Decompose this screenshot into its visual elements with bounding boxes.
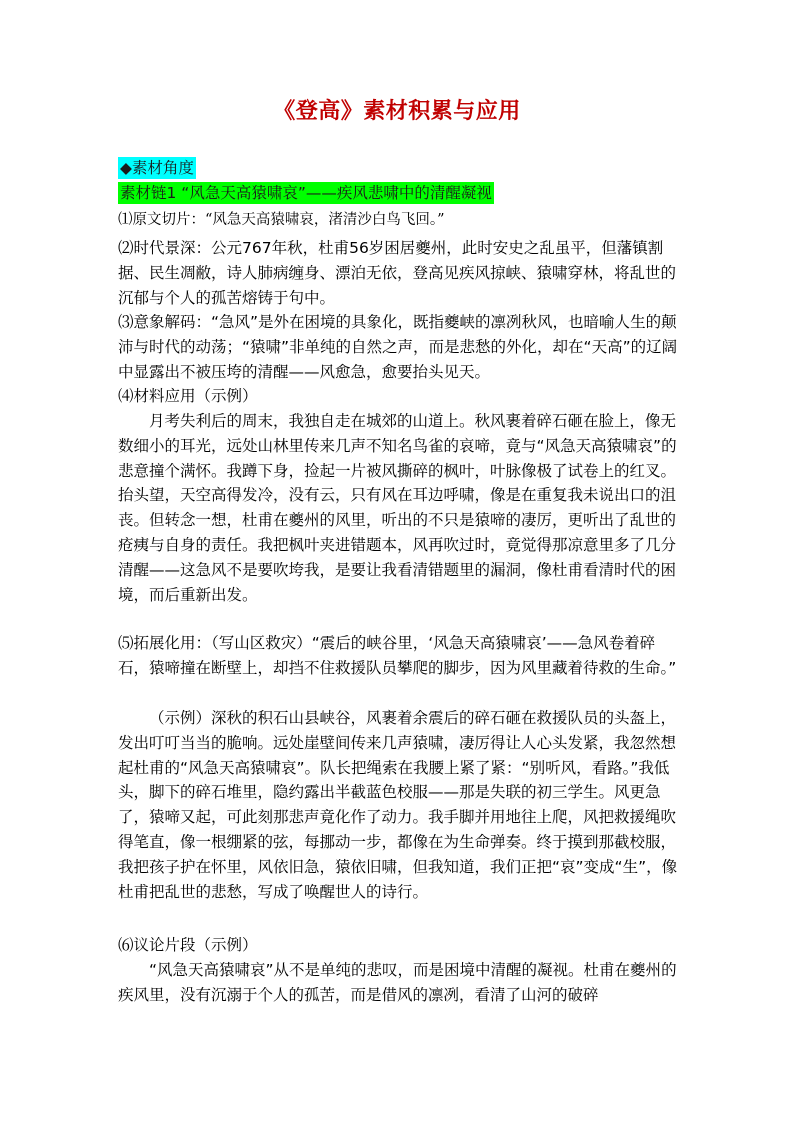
document-title: 《登高》素材积累与应用 [273,99,521,124]
argument-example: “风急天高猿啸哀”从不是单纯的悲叹，而是困境中清醒的凝视。杜甫在夔州的疾风里，没有沉溺于个人的孤苦，而是借风的凛冽，看清了山河的破碎 [118,961,677,1004]
original-excerpt: ⑴原文切片：“风急天高猿啸哀，渚清沙白鸟飞回。” [118,212,445,228]
extension-usage: ⑸拓展化用：（写山区救灾）“震后的峡谷里，‘风急天高猿啸哀’——急风卷着碎石，猿啼撞在断壁上，却挡不住救援队员攀爬的脚步，因为风里藏着待救的生命。” [118,634,677,677]
imagery-decoding: ⑶意象解码：“急风”是外在困境的具象化，既指夔峡的凛冽秋风，也暗喻人生的颠沛与时代的动荡；“猿啸”非单纯的自然之声，而是悲愁的外化，却在“天高”的辽阔中显露出不被压垮的清醒——风愈急，愈要抬头见天。 [118,313,678,381]
extension-example: （示例）深秋的积石山县峡谷，风裹着余震后的碎石砸在救援队员的头盔上，发出叮叮当当的脆响。远处崖壁间传来几声猿啸，凄厉得让人心头发紧，我忽然想起杜甫的“风急天高猿啸哀”。队长把绳索在我腰上紧了紧：“别听风，看路。”我低头，脚下的碎石堆里，隐约露出半截蓝色校服——那是失联的初三学生。风更急了，猿啼又起，可此刻那悲声竟化作了动力。我手脚并用地往上爬，风把救援绳吹得笔直，像一根绷紧的弦，每挪动一步，都像在为生命弹奏。终于摸到那截校服，我把孩子护在怀里，风依旧急，猿依旧啸，但我知道，我们正把“哀”变成“生”，像杜甫把乱世的悲愁，写成了唤醒世人的诗行。 [118,709,678,901]
era-background: ⑵时代景深：公元767年秋，杜甫56岁困居夔州，此时安史之乱虽平，但藩镇割据、民生凋敝，诗人肺病缠身、漂泊无依，登高见疾风掠峡、猿啸穿林，将乱世的沉郁与个人的孤苦熔铸于句中。 [118,239,677,307]
material-header-row [118,182,680,204]
material-header: 素材链1 “风急天高猿啸哀”——疾风悲啸中的清醒凝视 [120,184,492,202]
section-tag-row [118,157,680,179]
application-example: 月考失利后的周末，我独自走在城郊的山道上。秋风裹着碎石砸在脸上，像无数细小的耳光，远处山林里传来几声不知名鸟雀的哀啼，竟与“风急天高猿啸哀”的悲意撞个满怀。我蹲下身，捡起一片被风撕碎的枫叶，叶脉像极了试卷上的红叉。抬头望，天空高得发冷，没有云，只有风在耳边呼啸，像是在重复我未说出口的沮丧。但转念一想，杜甫在夔州的风里，听出的不只是猿啼的凄厉，更听出了乱世的疮痍与自身的责任。我把枫叶夹进错题本，风再吹过时，竟觉得那凉意里多了几分清醒——这急风不是要吹垮我，是要让我看清错题里的漏洞，像杜甫看清时代的困境，而后重新出发。 [118,412,677,604]
argument-heading: ⑹议论片段（示例） [118,936,258,954]
application-heading: ⑷材料应用（示例） [118,387,258,405]
section-tag: ◆素材角度 [120,159,194,177]
